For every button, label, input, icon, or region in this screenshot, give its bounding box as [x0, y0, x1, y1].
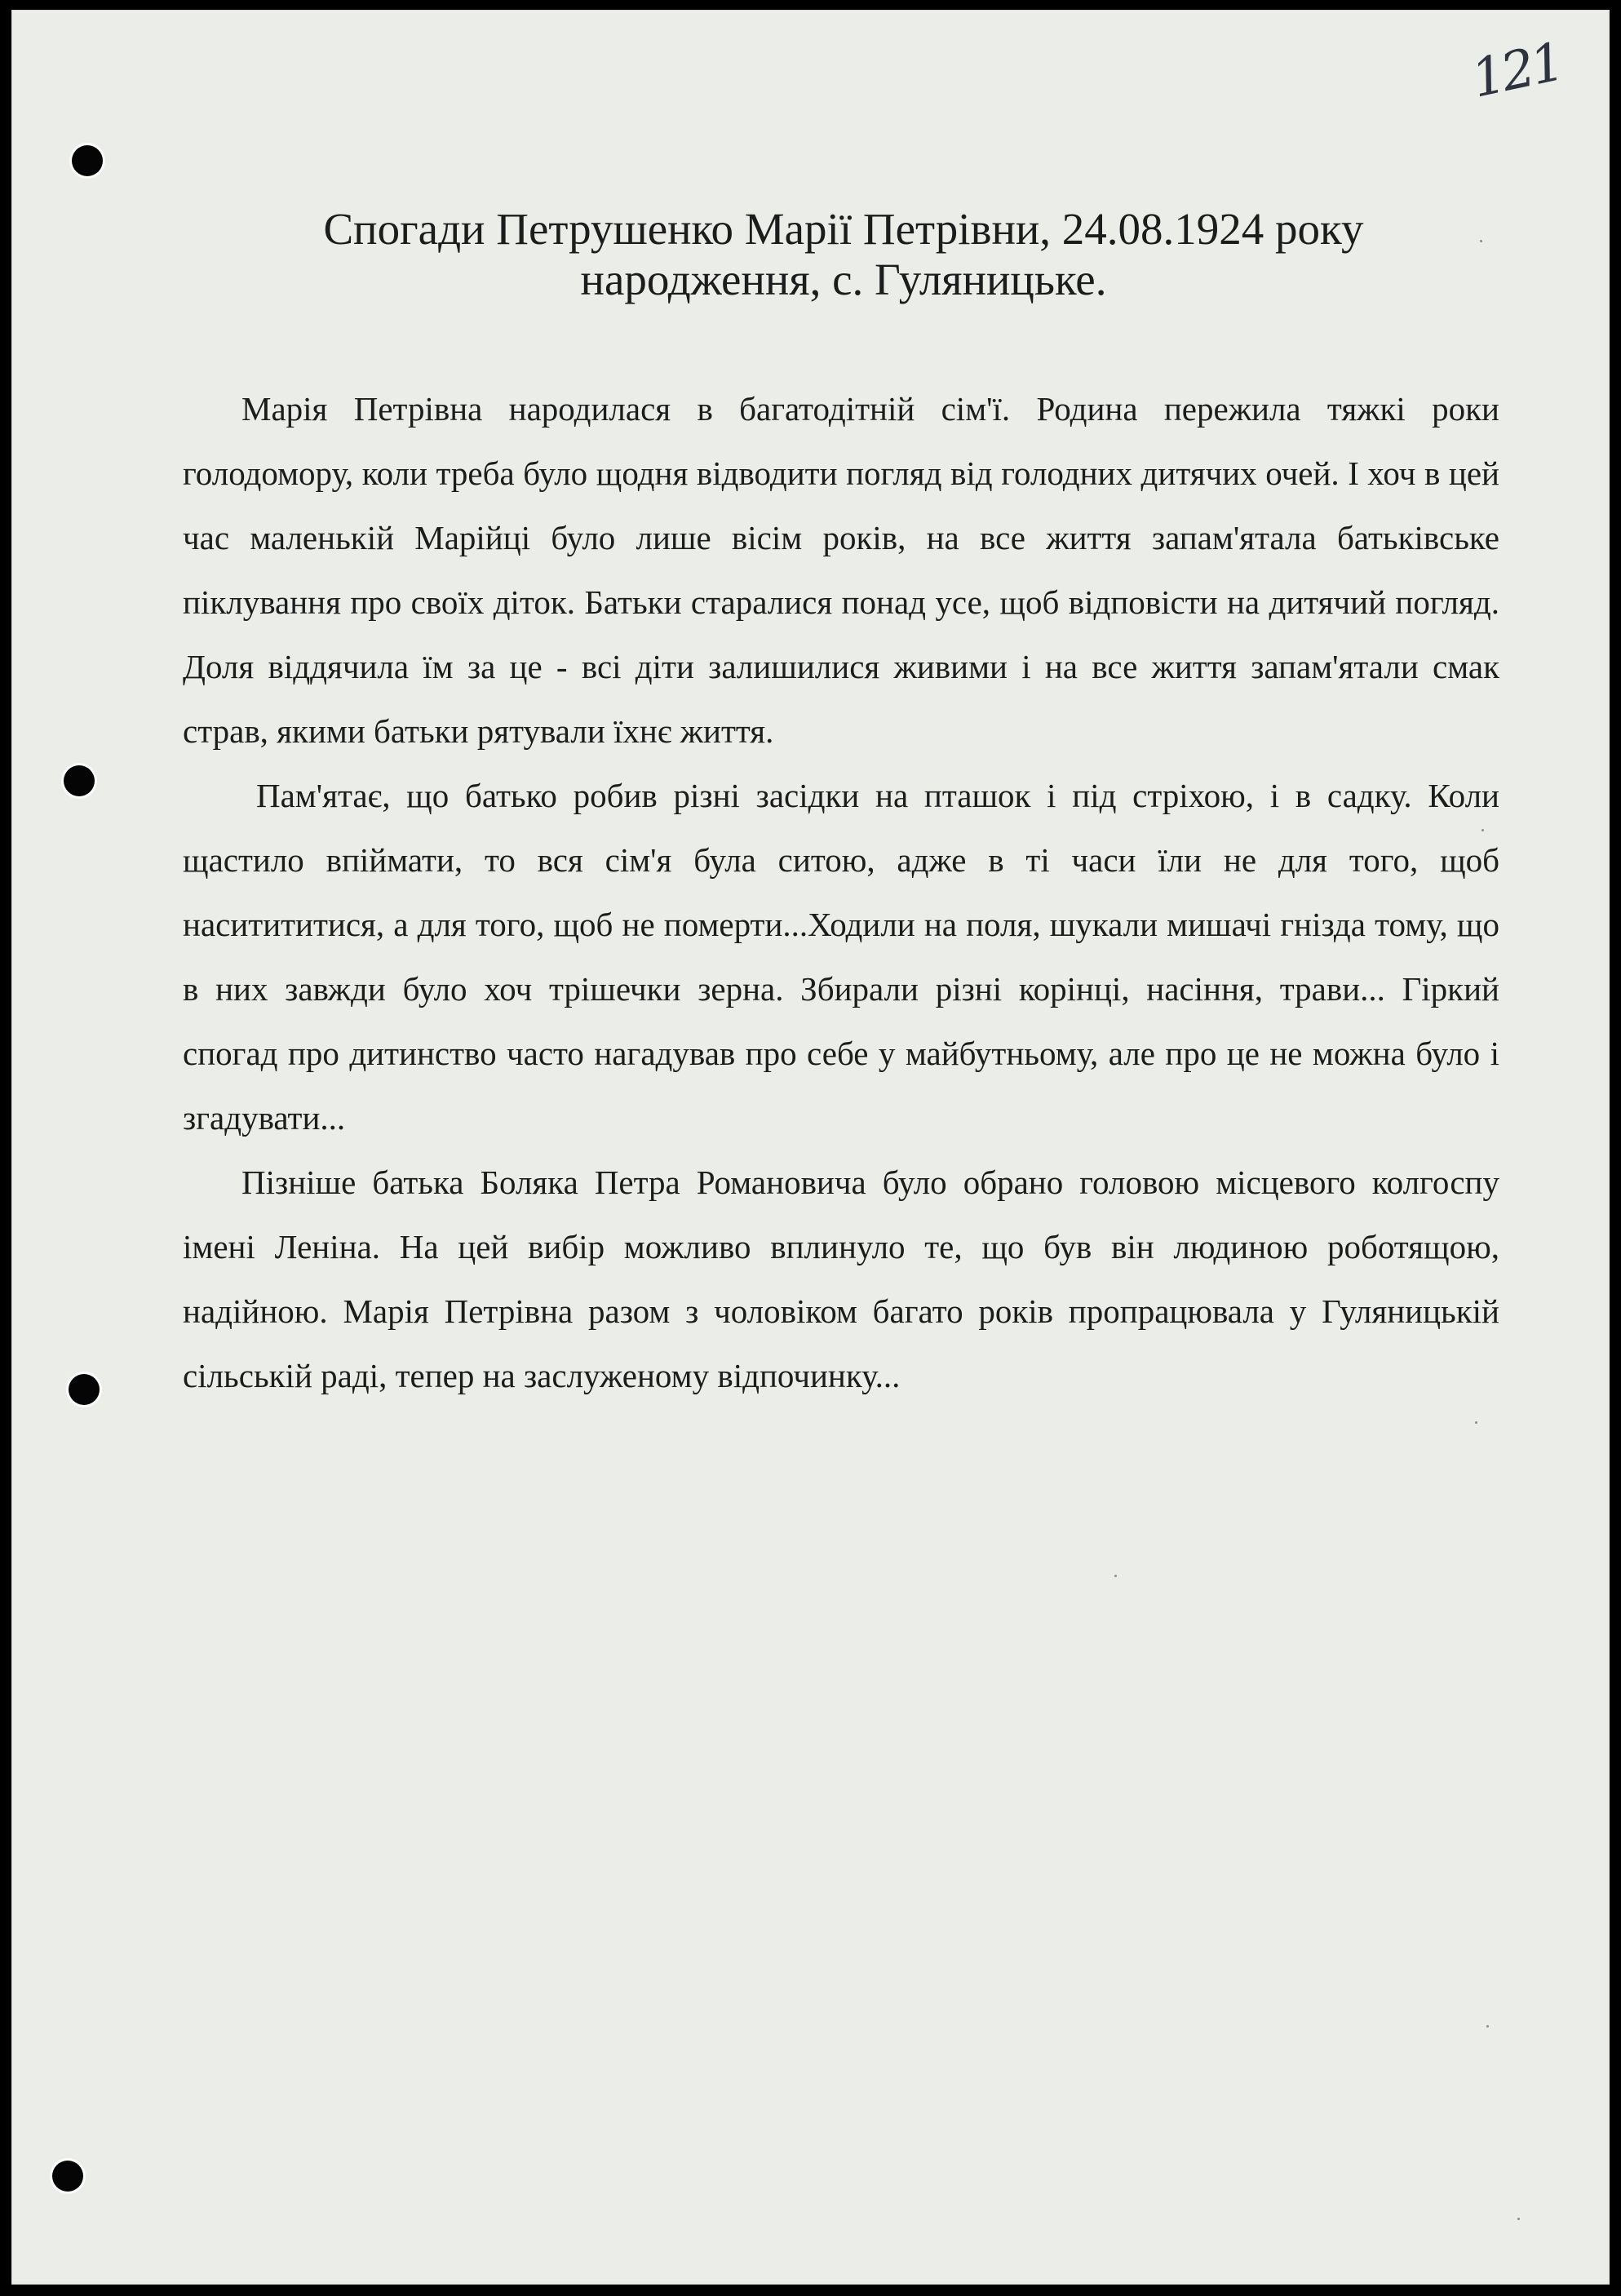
document-page	[11, 10, 1610, 2285]
paragraph: Пізніше батька Боляка Петра Романовича було обрано головою місцевого колгоспу імені Леніна. На цей вибір можливо вплинуло те, що був він людиною роботящою, надійною. Марія Петрівна разом з чоловіком багато років пропрацювала у Гуляницькій сільській раді, тепер на заслуженому відпочинку...	[183, 1164, 1499, 1394]
paper-speck	[1114, 1575, 1117, 1577]
handwritten-page-number: 121	[1466, 32, 1567, 110]
paper-speck	[1517, 2218, 1520, 2220]
paper-speck	[1475, 1421, 1477, 1424]
title-line-1: Спогади Петрушенко Марії Петрівни, 24.08.1924 року	[323, 204, 1364, 254]
punch-hole	[52, 2161, 83, 2192]
document-body	[183, 377, 1499, 1408]
document-title	[175, 204, 1512, 305]
punch-hole	[69, 1374, 100, 1405]
punch-hole	[72, 145, 103, 176]
punch-hole	[64, 765, 95, 796]
paper-speck	[1486, 2025, 1489, 2028]
paragraph: Пам'ятає, що батько робив різні засідки на пташок і під стріхою, і в садку. Коли щастило впіймати, то вся сім'я була ситою, адже в ті часи їли не для того, щоб наситититися, а для того, щоб не померти...Ходили на поля, шукали мишачі гнізда тому, що в них завжди було хоч трішечки зерна. Збирали різні корінці, насіння, трави... Гіркий спогад про дитинство часто нагадував про себе у майбутньому, але про це не можна було і згадувати...	[183, 777, 1499, 1137]
title-line-2: народження, с. Гуляницьке.	[580, 255, 1107, 304]
paragraph: Марія Петрівна народилася в багатодітній сім'ї. Родина пережила тяжкі роки голодомору, коли треба було щодня відводити погляд від голодних дитячих очей. І хоч в цей час маленькій Марійці було лише вісім років, на все життя запам'ятала батьківське піклування про своїх діток. Батьки старалися понад усе, щоб відповісти на дитячий погляд. Доля віддячила їм за це - всі діти залишилися живими і на все життя запам'ятали смак страв, якими батьки рятували їхнє життя.	[183, 390, 1499, 750]
